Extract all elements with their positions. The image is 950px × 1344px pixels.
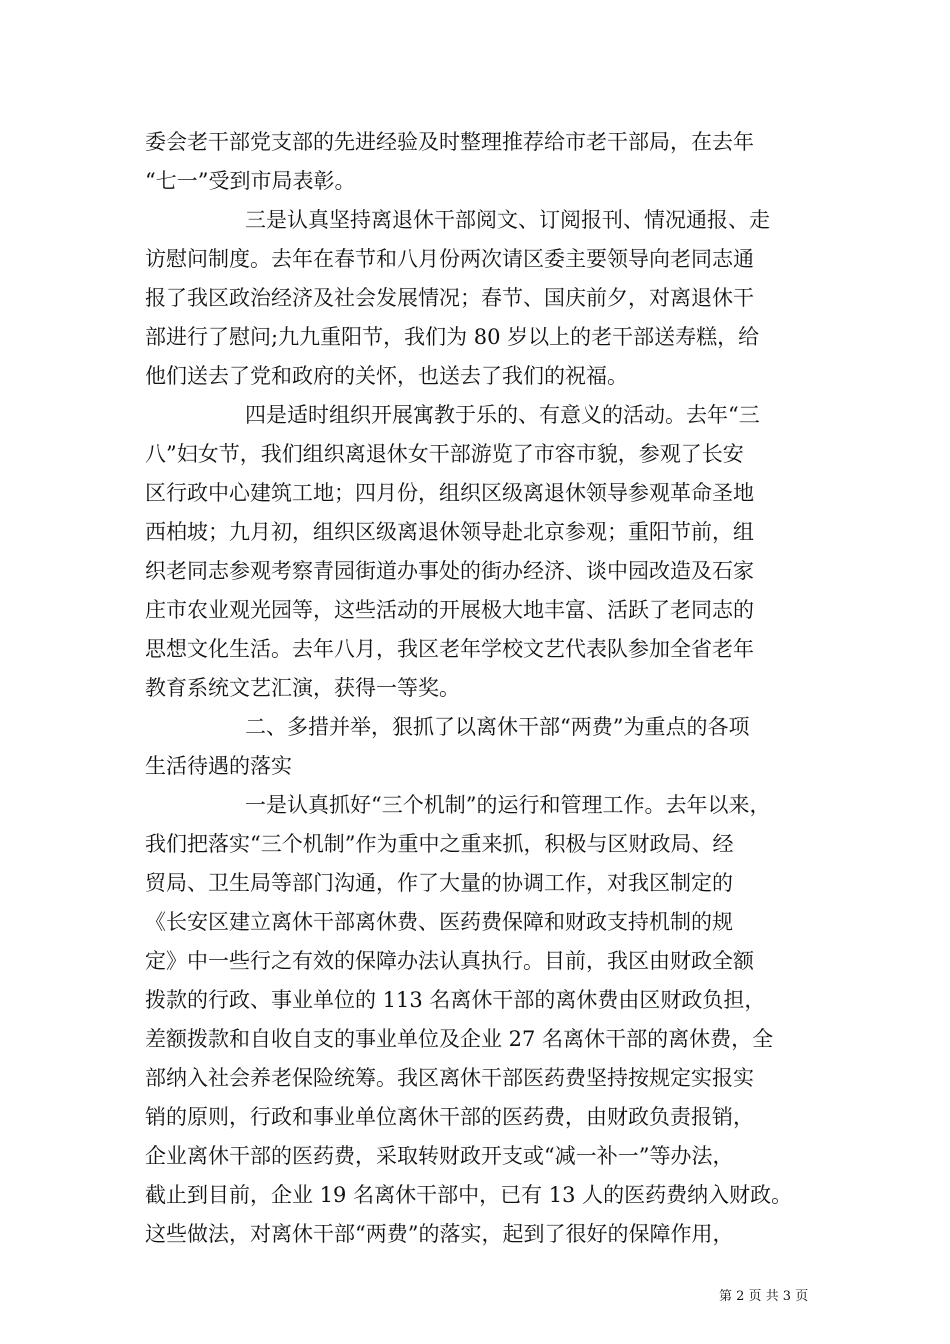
page-number-footer: 第 2 页 共 3 页 xyxy=(719,1289,809,1304)
text-line: “七一”受到市局表彰。 xyxy=(145,169,356,193)
text-line: 织老同志参观考察青园街道办事处的街办经济、谈中园改造及石家 xyxy=(145,559,754,583)
text-line: 定》中一些行之有效的保障办法认真执行。目前，我区由财政全额 xyxy=(145,949,754,973)
text-line: 区行政中心建筑工地；四月份，组织区级离退休领导参观革命圣地 xyxy=(145,481,754,505)
text-line: 他们送去了党和政府的关怀，也送去了我们的祝福。 xyxy=(145,364,628,388)
text-line: 教育系统文艺汇演，获得一等奖。 xyxy=(145,676,460,700)
text-line: 部进行了慰问;九九重阳节，我们为 80 岁以上的老干部送寿糕，给 xyxy=(145,325,760,349)
text-line: 报了我区政治经济及社会发展情况；春节、国庆前夕，对离退休干 xyxy=(145,286,754,310)
text-line: 贸局、卫生局等部门沟通，作了大量的协调工作，对我区制定的 xyxy=(145,871,733,895)
text-line: 生活待遇的落实 xyxy=(145,754,292,778)
text-line: 差额拨款和自收自支的事业单位及企业 27 名离休干部的离休费，全 xyxy=(145,1027,774,1051)
text-line: 访慰问制度。去年在春节和八月份两次请区委主要领导向老同志通 xyxy=(145,247,754,271)
document-body xyxy=(145,123,810,1254)
text-line: 这些做法，对离休干部“两费”的落实，起到了很好的保障作用， xyxy=(145,1222,734,1246)
text-line: 庄市农业观光园等，这些活动的开展极大地丰富、活跃了老同志的 xyxy=(145,598,754,622)
text-line: 三是认真坚持离退休干部阅文、订阅报刊、情况通报、走 xyxy=(245,208,770,232)
text-line: 拨款的行政、事业单位的 113 名离休干部的离休费由区财政负担， xyxy=(145,988,766,1012)
text-line: 二、多措并举，狠抓了以离休干部“两费”为重点的各项 xyxy=(245,715,750,739)
text-line: 《长安区建立离休干部离休费、医药费保障和财政支持机制的规 xyxy=(145,910,733,934)
text-line: 四是适时组织开展寓教于乐的、有意义的活动。去年“三 xyxy=(245,403,760,427)
text-line: 我们把落实“三个机制”作为重中之重来抓，积极与区财政局、经 xyxy=(145,832,734,856)
text-line: 八”妇女节，我们组织离退休女干部游览了市容市貌，参观了长安 xyxy=(145,442,744,466)
text-line: 思想文化生活。去年八月，我区老年学校文艺代表队参加全省老年 xyxy=(145,637,754,661)
text-line: 销的原则，行政和事业单位离休干部的医药费，由财政负责报销， xyxy=(145,1105,754,1129)
text-line: 企业离休干部的医药费，采取转财政开支或“减一补一”等办法， xyxy=(145,1144,734,1168)
text-line: 截止到目前，企业 19 名离休干部中，已有 13 人的医药费纳入财政。 xyxy=(145,1183,793,1207)
text-line: 部纳入社会养老保险统筹。我区离休干部医药费坚持按规定实报实 xyxy=(145,1066,754,1090)
text-line: 西柏坡；九月初，组织区级离退休领导赴北京参观；重阳节前，组 xyxy=(145,520,754,544)
text-line: 委会老干部党支部的先进经验及时整理推荐给市老干部局，在去年 xyxy=(145,130,754,154)
text-line: 一是认真抓好“三个机制”的运行和管理工作。去年以来， xyxy=(245,793,771,817)
